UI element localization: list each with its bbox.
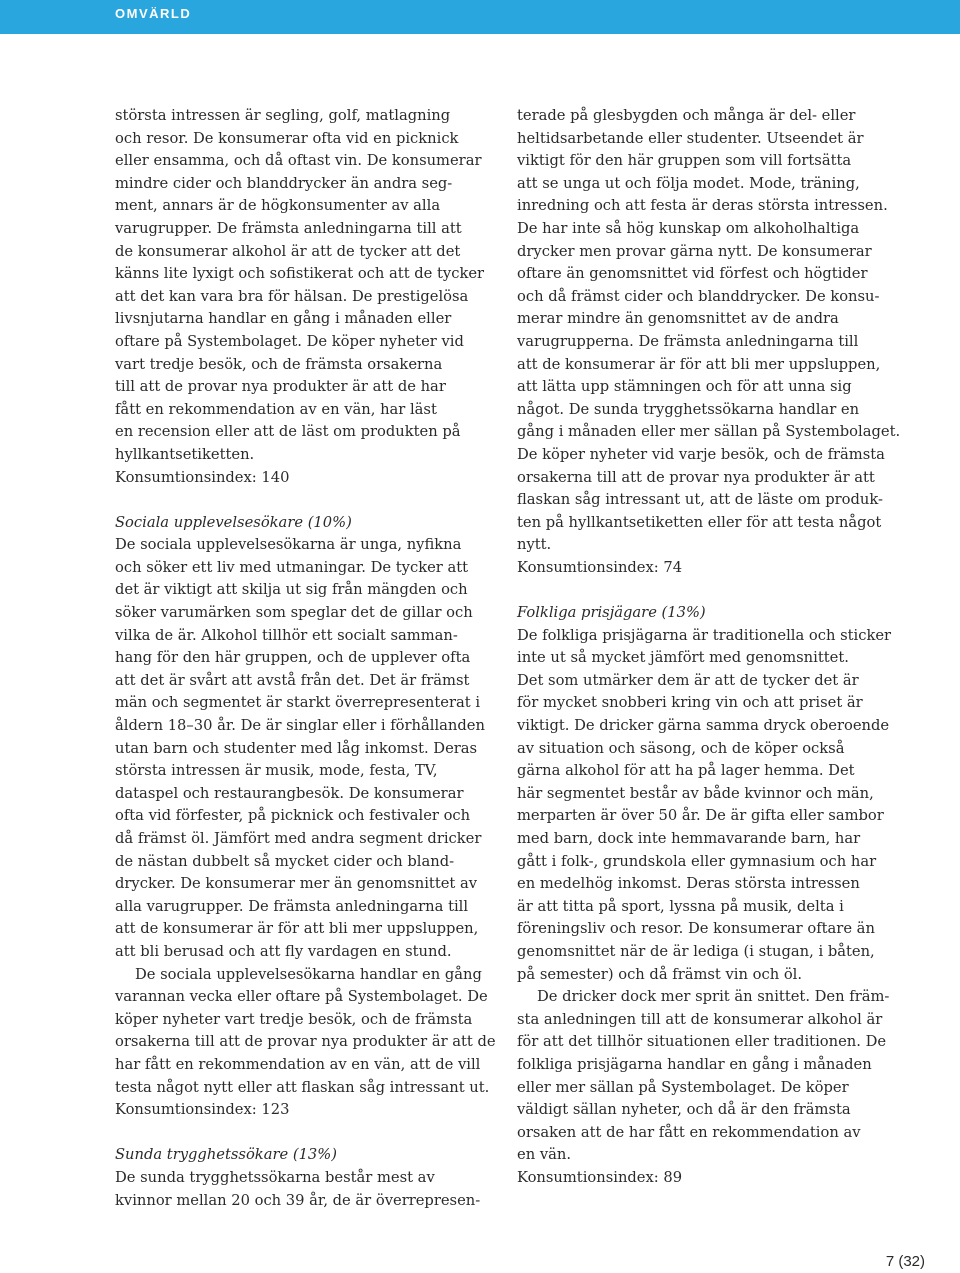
text-line: varugrupperna. De främsta anledningarna till <box>517 332 859 350</box>
text-line: att se unga ut och följa modet. Mode, träning, <box>517 174 860 192</box>
text-line: män och segmentet är starkt överrepresenterat i <box>115 694 481 712</box>
text-line: heltidsarbetande eller studenter. Utseendet är <box>517 129 864 147</box>
text-line: merar mindre än genomsnittet av de andra <box>517 310 839 328</box>
text-line: att det är svårt att avstå från det. Det är främst <box>115 671 470 689</box>
text-line: De sociala upplevelsesökarna handlar en gång <box>135 965 482 983</box>
text-line: orsakerna till att de provar nya produkter är att de <box>115 1033 496 1051</box>
text-line: till att de provar nya produkter är att de har <box>115 378 446 396</box>
text-line: vart tredje besök, och de främsta orsakerna <box>115 355 443 373</box>
text-line: sta anledningen till att de konsumerar alkohol är <box>517 1010 883 1028</box>
text-line: väldigt sällan nyheter, och då är den främsta <box>517 1101 851 1119</box>
left-text-column <box>115 105 495 1212</box>
text-line: gärna alkohol för att ha på lager hemma. Det <box>517 762 855 780</box>
text-line: något. De sunda trygghetssökarna handlar en <box>517 400 860 418</box>
body-paragraph <box>517 105 901 557</box>
text-line: alla varugrupper. De främsta anledningarna till <box>115 897 469 915</box>
text-line: mindre cider och blanddrycker än andra seg- <box>115 174 453 192</box>
text-line: viktigt för den här gruppen som vill fortsätta <box>517 152 852 170</box>
text-line: merparten är över 50 år. De är gifta eller sambor <box>517 807 884 825</box>
text-line: De folkliga prisjägarna är traditionella och sticker <box>517 626 892 644</box>
text-line: största intressen är segling, golf, matlagning <box>115 107 451 124</box>
text-line: en medelhög inkomst. Deras största intressen <box>517 875 860 893</box>
text-line: största intressen är musik, mode, festa, TV, <box>115 762 438 780</box>
text-line: Konsumtionsindex: 74 <box>517 558 683 576</box>
body-paragraph-indented <box>517 986 897 1167</box>
section-label: OMVÄRLD <box>115 6 192 21</box>
text-line: ofta vid förfester, på picknick och festivaler och <box>115 807 471 825</box>
text-line: känns lite lyxigt och sofistikerat och att de tycker <box>115 265 485 283</box>
text-line: eller mer sällan på Systembolaget. De köper <box>517 1078 849 1096</box>
body-paragraph <box>115 105 495 467</box>
text-line: ment, annars är de högkonsumenter av alla <box>115 197 441 215</box>
page-number: 7 (32) <box>885 1253 925 1270</box>
text-line: De sociala upplevelsesökarna är unga, nyfikna <box>115 536 462 554</box>
segment-heading <box>115 512 495 535</box>
text-line: med barn, dock inte hemmavarande barn, har <box>517 830 861 847</box>
text-line: här segmentet består av både kvinnor och män, <box>517 784 874 802</box>
text-line: Konsumtionsindex: 140 <box>115 468 290 486</box>
text-line: på semester) och då främst vin och öl. <box>517 965 803 983</box>
text-line: är att titta på sport, lyssna på musik, delta i <box>517 897 844 915</box>
text-line: hyllkantsetiketten. <box>115 445 255 463</box>
segment-heading <box>115 1144 495 1167</box>
text-line: ten på hyllkantsetiketten eller för att testa något <box>517 513 882 531</box>
text-line: har fått en rekommendation av en vän, att de vill <box>115 1055 481 1073</box>
text-line: för mycket snobberi kring vin och att priset är <box>517 694 863 712</box>
text-line: för att det tillhör situationen eller traditionen. De <box>517 1033 887 1051</box>
text-line: en recension eller att de läst om produkten på <box>115 423 461 441</box>
text-line: en vän. <box>517 1146 572 1164</box>
section-header-bar <box>0 0 960 34</box>
text-line: föreningsliv och resor. De konsumerar oftare än <box>517 920 875 938</box>
text-line: då främst öl. Jämfört med andra segment dricker <box>115 830 482 847</box>
text-line: varannan vecka eller oftare på Systembolaget. De <box>115 988 488 1006</box>
text-line: hang för den här gruppen, och de upplever ofta <box>115 649 471 667</box>
text-line: vilka de är. Alkohol tillhör ett socialt samman- <box>115 626 458 644</box>
text-line: drycker. De konsumerar mer än genomsnittet av <box>115 875 478 893</box>
text-line: av situation och säsong, och de köper också <box>517 739 845 757</box>
text-line: utan barn och studenter med låg inkomst. Deras <box>115 739 478 757</box>
body-paragraph <box>115 1167 495 1212</box>
consumption-index <box>115 467 495 490</box>
text-line: de konsumerar alkohol är att de tycker att det <box>115 242 461 260</box>
text-line: folkliga prisjägarna handlar en gång i månaden <box>517 1055 872 1073</box>
text-line: De har inte så hög kunskap om alkoholhaltiga <box>517 219 860 237</box>
text-line: De dricker dock mer sprit än snittet. Den främ- <box>537 988 890 1006</box>
segment-heading <box>517 602 897 625</box>
text-line: oftare på Systembolaget. De köper nyheter vid <box>115 332 464 350</box>
text-line: att de konsumerar är för att bli mer uppsluppen, <box>115 920 479 938</box>
text-line: orsakerna till att de provar nya produkter är att <box>517 468 875 486</box>
text-line: terade på glesbygden och många är del- eller <box>517 107 856 124</box>
text-line: dataspel och restaurangbesök. De konsumerar <box>115 784 464 802</box>
text-line: Konsumtionsindex: 123 <box>115 1101 290 1119</box>
text-line: eller ensamma, och då oftast vin. De konsumerar <box>115 152 482 170</box>
text-line: kvinnor mellan 20 och 39 år, de är överrepresen- <box>115 1191 481 1209</box>
text-line: Folkliga prisjägare (13%) <box>517 604 706 622</box>
text-line: orsaken att de har fått en rekommendation av <box>517 1123 861 1141</box>
text-line: livsnjutarna handlar en gång i månaden eller <box>115 310 452 328</box>
text-line: Sociala upplevelsesökare (10%) <box>115 513 352 531</box>
text-line: De sunda trygghetssökarna består mest av <box>115 1168 435 1186</box>
consumption-index <box>115 1099 495 1122</box>
text-line: testa något nytt eller att flaskan såg intressant ut. <box>115 1078 490 1096</box>
consumption-index <box>517 1167 897 1190</box>
text-line: flaskan såg intressant ut, att de läste om produk- <box>517 491 883 509</box>
text-line: de nästan dubbelt så mycket cider och bland- <box>115 852 455 870</box>
text-line: och då främst cider och blanddrycker. De konsu- <box>517 287 880 305</box>
text-line: Sunda trygghetssökare (13%) <box>115 1146 337 1164</box>
body-paragraph-indented <box>115 964 495 1100</box>
text-line: att de konsumerar är för att bli mer uppsluppen, <box>517 355 881 373</box>
text-line: De köper nyheter vid varje besök, och de främsta <box>517 445 885 463</box>
text-line: varugrupper. De främsta anledningarna till att <box>115 219 462 237</box>
text-line: söker varumärken som speglar det de gillar och <box>115 604 473 622</box>
text-line: drycker men provar gärna nytt. De konsumerar <box>517 242 872 260</box>
text-line: att det kan vara bra för hälsan. De prestigelösa <box>115 287 469 305</box>
text-line: inredning och att festa är deras största intressen. <box>517 197 888 215</box>
text-line: viktigt. De dricker gärna samma dryck oberoende <box>517 717 890 735</box>
text-line: inte ut så mycket jämfört med genomsnittet. <box>517 649 849 667</box>
text-line: det är viktigt att skilja ut sig från mängden och <box>115 581 468 599</box>
text-line: Det som utmärker dem är att de tycker det är <box>517 671 859 689</box>
text-line: gång i månaden eller mer sällan på Systembolaget. <box>517 423 901 441</box>
text-line: fått en rekommendation av en vän, har läst <box>115 400 437 418</box>
consumption-index <box>517 557 897 580</box>
text-line: att bli berusad och att fly vardagen en stund. <box>115 942 452 960</box>
text-line: genomsnittet när de är lediga (i stugan, i båten, <box>517 942 875 960</box>
body-paragraph <box>517 625 897 987</box>
text-line: Konsumtionsindex: 89 <box>517 1168 683 1186</box>
text-line: och söker ett liv med utmaningar. De tycker att <box>115 558 469 576</box>
text-line: nytt. <box>517 536 552 554</box>
text-line: gått i folk-, grundskola eller gymnasium och har <box>517 852 877 870</box>
text-line: att lätta upp stämningen och för att unna sig <box>517 378 852 396</box>
text-line: och resor. De konsumerar ofta vid en picknick <box>115 129 459 147</box>
text-line: åldern 18–30 år. De är singlar eller i förhållanden <box>115 717 485 735</box>
text-line: oftare än genomsnittet vid förfest och högtider <box>517 265 868 283</box>
right-text-column <box>517 105 901 1190</box>
text-line: köper nyheter vart tredje besök, och de främsta <box>115 1010 473 1028</box>
body-paragraph <box>115 534 495 963</box>
